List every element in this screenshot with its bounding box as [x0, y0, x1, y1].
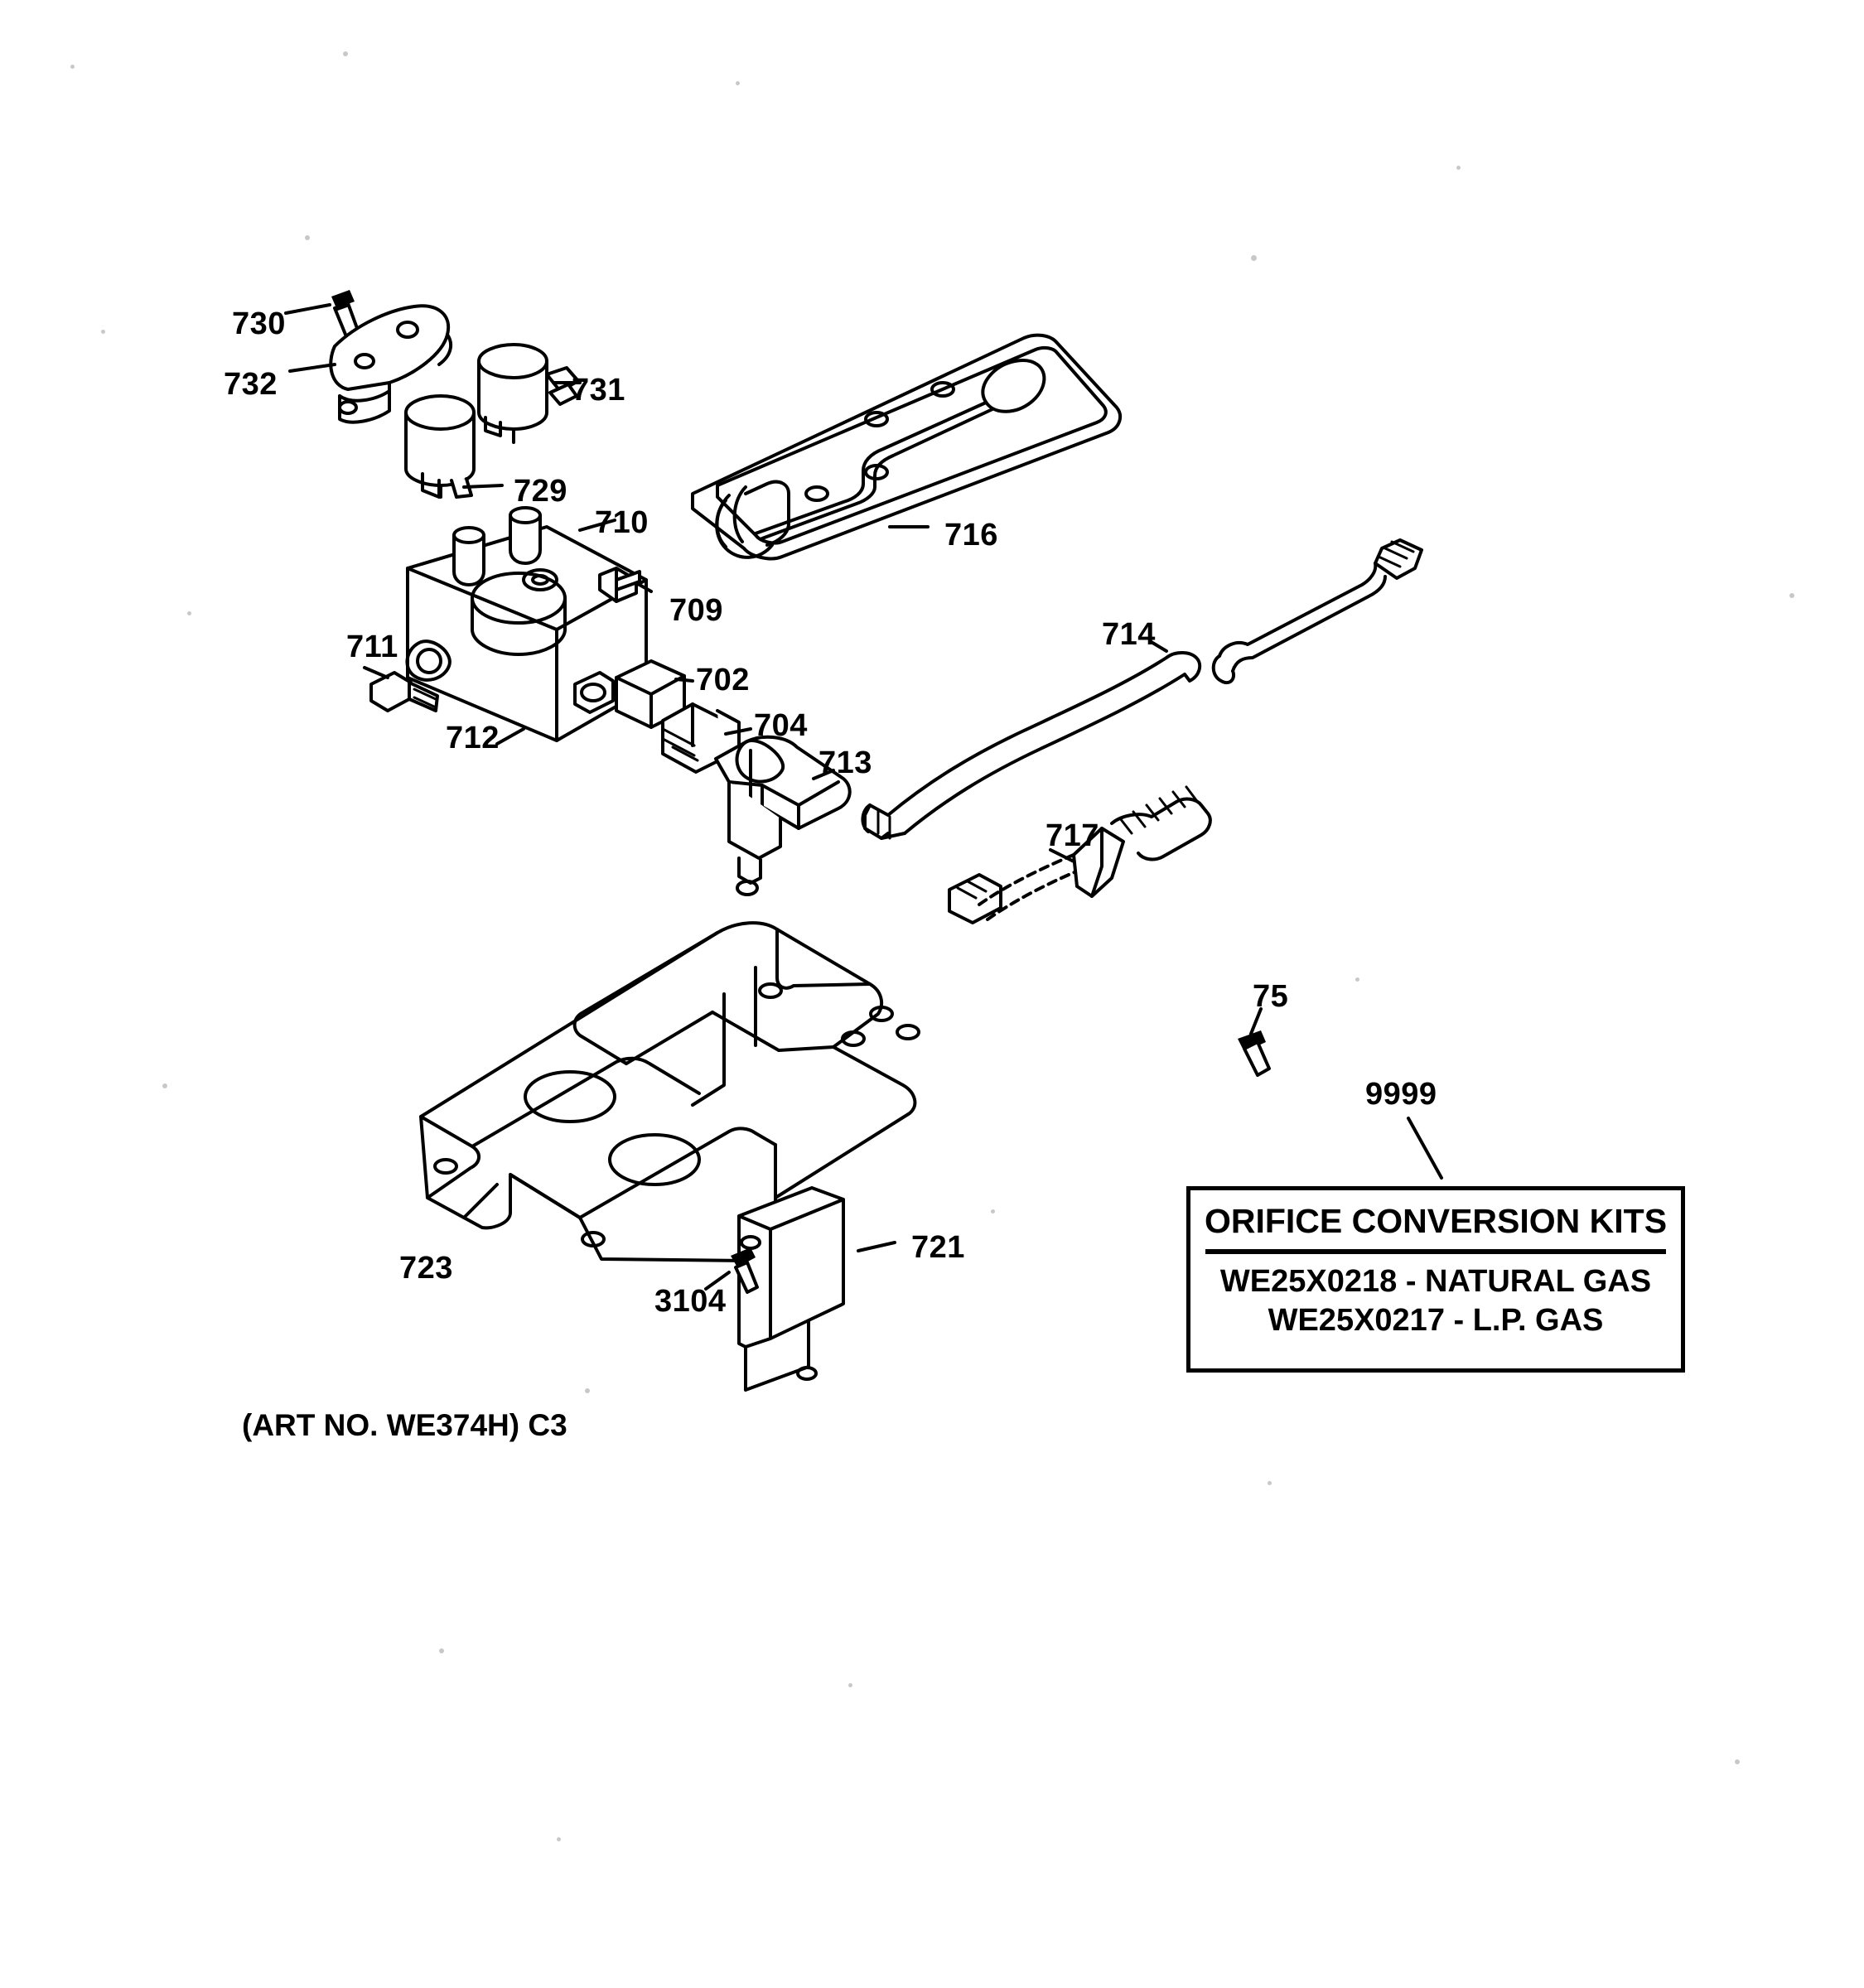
part-731-coil	[479, 345, 578, 442]
callout-702: 702	[696, 663, 750, 697]
callout-723: 723	[399, 1251, 453, 1286]
callout-721: 721	[911, 1230, 965, 1265]
speck	[343, 51, 348, 56]
part-75-screw	[1238, 1030, 1269, 1075]
callout-712: 712	[446, 721, 500, 755]
speck	[1268, 1481, 1272, 1485]
callout-3104: 3104	[654, 1284, 727, 1319]
part-712-gas-valve	[407, 508, 646, 741]
art-number-note: (ART NO. WE374H) C3	[242, 1408, 567, 1442]
part-straight-pipe	[1214, 540, 1422, 683]
speck	[736, 81, 740, 85]
speck	[439, 1648, 444, 1653]
part-729-coil	[406, 396, 474, 497]
callout-711: 711	[346, 630, 398, 664]
speck	[187, 611, 191, 615]
kit-box-title: ORIFICE CONVERSION KITS	[1204, 1202, 1668, 1240]
kit-box-line-lp-gas: WE25X0217 - L.P. GAS	[1268, 1303, 1604, 1338]
part-716-burner-shield	[693, 335, 1120, 559]
speck	[305, 235, 310, 240]
speck	[1456, 166, 1461, 170]
callout-714: 714	[1102, 617, 1156, 652]
part-717-igniter	[949, 787, 1210, 923]
callout-732: 732	[224, 367, 278, 402]
callout-729: 729	[514, 474, 567, 509]
leader-9999	[1408, 1118, 1441, 1178]
kit-box-line-natural-gas: WE25X0218 - NATURAL GAS	[1219, 1264, 1652, 1299]
speck	[585, 1388, 590, 1393]
callout-9999: 9999	[1365, 1077, 1437, 1112]
kit-box-divider	[1205, 1249, 1666, 1254]
callout-75: 75	[1253, 979, 1289, 1014]
speck	[162, 1083, 167, 1088]
speck	[1355, 977, 1359, 982]
callout-713: 713	[819, 746, 872, 780]
speck	[1735, 1759, 1740, 1764]
speck	[101, 330, 105, 334]
callout-716: 716	[944, 518, 998, 552]
callout-709: 709	[669, 593, 723, 628]
speck	[848, 1683, 852, 1687]
callout-731: 731	[572, 373, 625, 408]
speck	[70, 65, 75, 69]
callout-704: 704	[754, 708, 808, 743]
callout-730: 730	[232, 306, 286, 341]
callout-710: 710	[595, 505, 649, 540]
speck	[1789, 593, 1794, 598]
orifice-conversion-kits-box	[1186, 1186, 1685, 1373]
speck	[557, 1837, 561, 1841]
callout-717: 717	[1045, 818, 1099, 853]
speck	[991, 1209, 995, 1214]
speck	[1251, 255, 1257, 261]
